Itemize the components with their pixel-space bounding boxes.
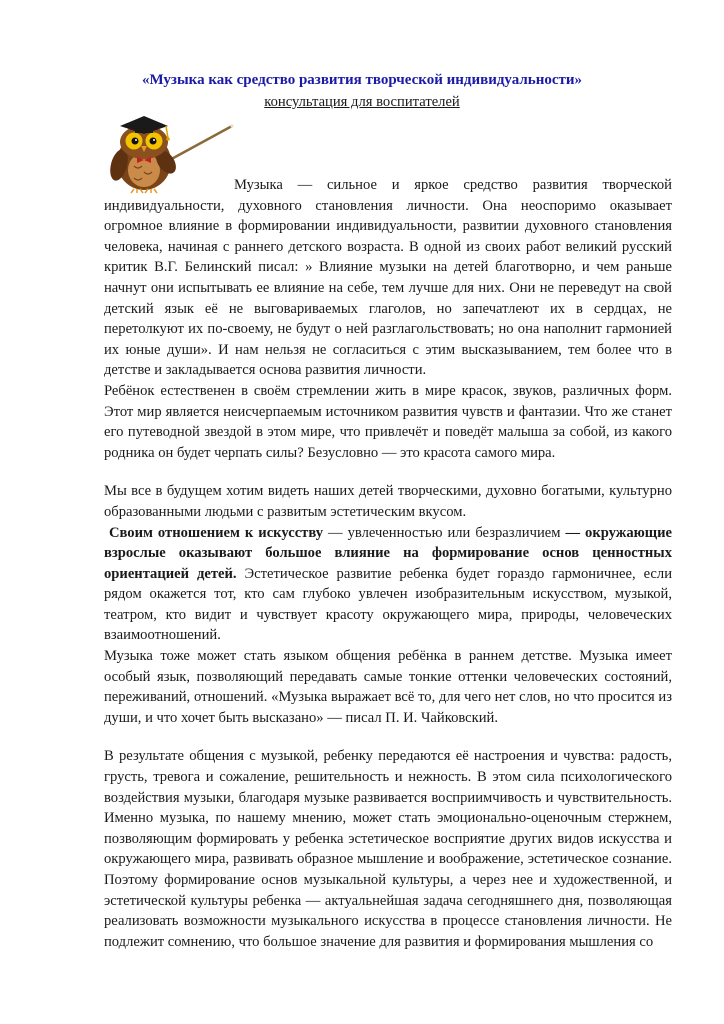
document-subtitle: консультация для воспитателей bbox=[264, 94, 460, 110]
paragraph-text: — увлеченностью или безразличием bbox=[323, 524, 566, 541]
document-body bbox=[104, 175, 672, 952]
paragraph bbox=[104, 523, 672, 647]
bold-text: Своим отношением к искусству bbox=[108, 524, 324, 541]
paragraph-text: Эстетическое развитие ребенка будет гораздо гармоничнее, если рядом окажется тот, кто сам глубоко увлечен изобразительным искусством, музыкой, театром, кто видит и чувствует красоту окружающего мира, природы, человеческих взаимоотношений. bbox=[104, 565, 672, 644]
paragraph: Музыка тоже может стать языком общения ребёнка в раннем детстве. Музыка имеет особый язык, позволяющий передавать самые тонкие оттенки человеческих состояний, переживаний, отношений. «Музыка выражает всё то, для чего нет слов, но что просится из души, и что хочет быть высказано» — писал П. И. Чайковский. bbox=[104, 648, 672, 726]
paragraph: Ребёнок естественен в своём стремлении жить в мире красок, звуков, различных форм. Этот мир является неисчерпаемым источником развития чувств и фантазии. Что же станет его путеводной звездой в этом мире, что привлечёт и поведёт малыша за собой, из какого родника он будет черпать силы? Безусловно — это красота самого мира. bbox=[104, 382, 672, 461]
bold-text: — окружающие взрослые оказывают большое влияние на формирование основ ценностных ориентацией детей. bbox=[104, 524, 672, 582]
document-title: «Музыка как средство развития творческой индивидуальности» bbox=[141, 72, 583, 88]
paragraph: В результате общения с музыкой, ребенку передаются её настроения и чувства: радость, грусть, тревога и сожаление, решительность и нежность. В этом сила психологического воздействия музыки, благодаря музыке развивается восприимчивость и чувствительность. Именно музыка, по нашему мнению, может стать эмоционально-оценочным стержнем, позволяющим формировать у ребенка эстетическое восприятие других видов искусства и окружающего мира, развивать образное мышление и воображение, эстетическое сознание. Поэтому формирование основ музыкальной культуры, а через нее и художественной, и эстетической культуры ребенка — актуальнейшая задача сегодняшнего дня, позволяющая реализовать возможности музыкального искусства в процессе становления личности. Не подлежит сомнению, что большое значение для развития и формирования мышления со bbox=[104, 748, 672, 950]
paragraph: Музыка — сильное и яркое средство развития творческой индивидуальности, духовного становления личности. Она неоспоримо оказывает огромное влияние в формировании индивидуальности, развитии духовного становления человека, начиная с раннего детского возраста. В одной из своих работ великий русский критик В.Г. Белинский писал: » Влияние музыки на детей благотворно, и чем раньше начнут они испытывать ее влияние на себе, тем лучше для них. Они не переведут на свой детский язык её не выговариваемых глаголов, но запечатлеют их в сердцах, не перетолкуют их по-своему, не будут о ней разглагольствовать; но она наполнит гармонией их юные души». И нам нельзя не согласиться с этим высказыванием, тем более что в детстве и закладывается основа развития личности. bbox=[104, 177, 672, 379]
paragraph: Мы все в будущем хотим видеть наших детей творческими, духовно богатыми, культурно образованными людьми с развитым эстетическим вкусом. bbox=[104, 483, 672, 520]
